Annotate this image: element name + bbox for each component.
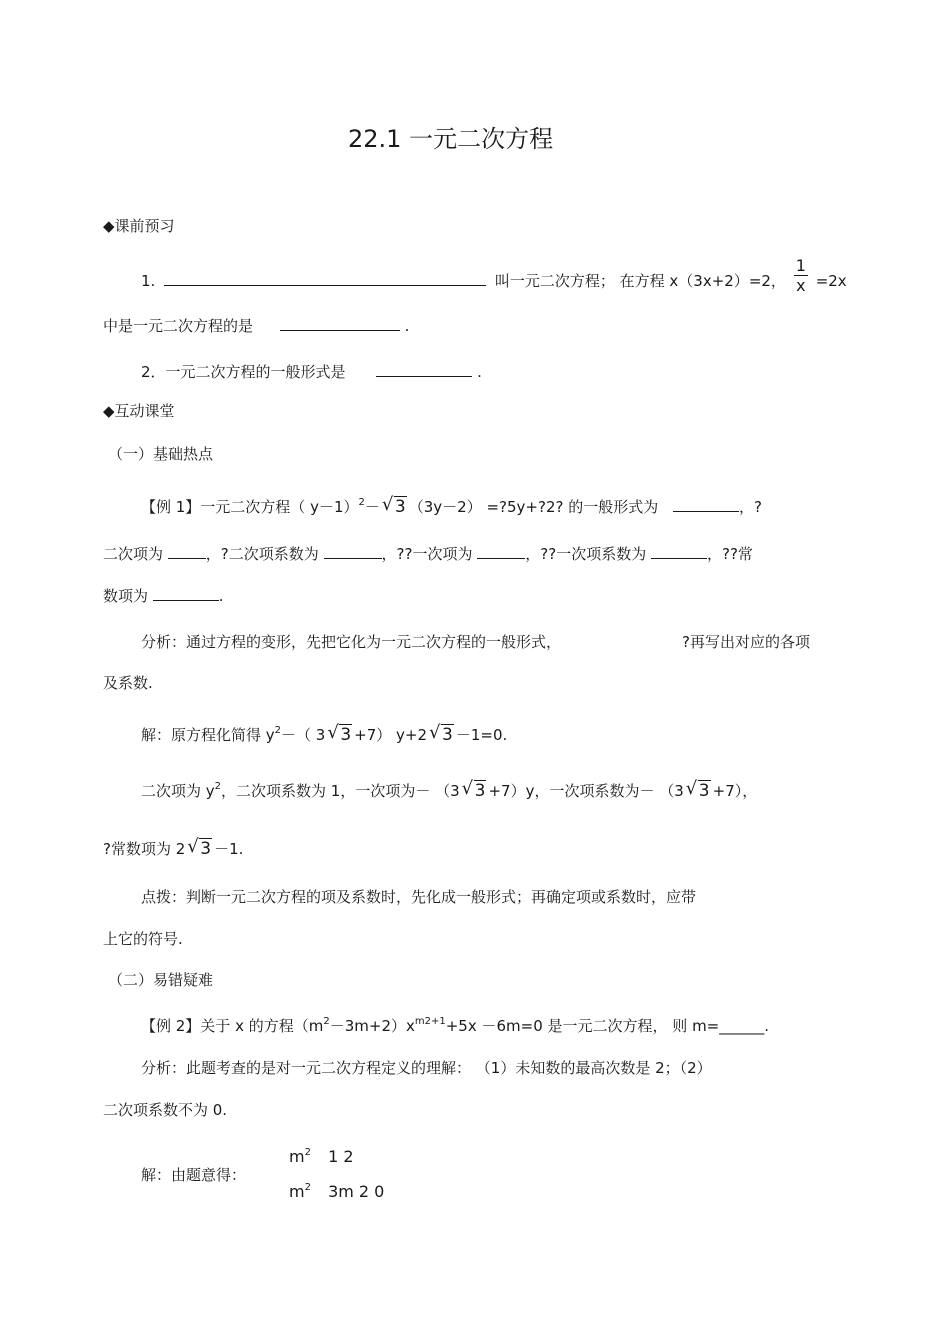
solution-text: －1. bbox=[214, 840, 244, 858]
answer-blank[interactable] bbox=[324, 544, 382, 559]
sqrt: √ 3 bbox=[187, 836, 212, 859]
exponent: m2+1 bbox=[414, 1016, 446, 1027]
example-1-line2 bbox=[103, 543, 753, 564]
part-1-heading: （一）基础热点 bbox=[108, 445, 214, 463]
question-1-tail: =2x bbox=[815, 272, 847, 290]
question-1-line2 bbox=[103, 315, 409, 336]
example-1-text-3: ，? bbox=[739, 498, 762, 516]
solution-text: +7）， bbox=[712, 782, 758, 800]
period: . bbox=[404, 317, 410, 335]
answer-blank[interactable] bbox=[280, 316, 400, 331]
sqrt: √ 3 bbox=[685, 778, 710, 801]
exponent: 2 bbox=[304, 1182, 311, 1193]
exponent: 2 bbox=[323, 1016, 330, 1027]
question-2 bbox=[141, 361, 482, 382]
example-1-text: 【例 1】一元二次方程（ y－1） bbox=[141, 498, 359, 516]
preview-heading: ◆课前预习 bbox=[103, 217, 175, 235]
example-2-text: 【例 2】关于 x 的方程（m bbox=[141, 1017, 324, 1035]
system-line-1 bbox=[289, 1147, 354, 1166]
answer-blank[interactable] bbox=[168, 544, 206, 559]
question-2-text: 2．一元二次方程的一般形式是 bbox=[141, 363, 346, 381]
example-2-text: －3m+2）x bbox=[329, 1017, 415, 1035]
solution-1-line1 bbox=[141, 724, 507, 745]
label-linear-term: ，??一次项为 bbox=[381, 545, 473, 563]
question-1 bbox=[141, 256, 847, 301]
analysis-1-b: ?再写出对应的各项 bbox=[682, 633, 810, 651]
analysis-2-a: 分析：此题考查的是对一元二次方程定义的理解： （1）未知数的最高次数是 2；（2） bbox=[141, 1059, 712, 1077]
example-2-text: +5x －6m=0 是一元二次方程， 则 m=______. bbox=[445, 1017, 770, 1035]
example-1-text-2: （3y－2） =?5y+?2? 的一般形式为 bbox=[408, 498, 659, 516]
answer-blank[interactable] bbox=[376, 362, 472, 377]
answer-blank[interactable] bbox=[164, 271, 486, 286]
system-rhs: 3m 2 0 bbox=[328, 1182, 385, 1201]
sqrt: √ 3 bbox=[327, 722, 352, 745]
sqrt: √ 3 bbox=[381, 494, 406, 517]
label-linear-coef: ，??一次项系数为 bbox=[525, 545, 647, 563]
solution-1-line2 bbox=[141, 780, 757, 801]
exponent: 2 bbox=[274, 725, 282, 736]
answer-blank[interactable] bbox=[651, 544, 707, 559]
exponent: 2 bbox=[358, 497, 365, 508]
part-2-heading: （二）易错疑难 bbox=[108, 971, 214, 989]
solution-text: 解：原方程化简得 y bbox=[141, 726, 275, 744]
page-title: 22.1 一元二次方程 bbox=[348, 125, 554, 153]
fraction bbox=[794, 256, 808, 295]
sqrt: √ 3 bbox=[461, 778, 486, 801]
exponent: 2 bbox=[304, 1147, 311, 1158]
answer-blank[interactable] bbox=[673, 497, 739, 512]
solution-text: ，二次项系数为 1，一次项为－ （3 bbox=[221, 782, 460, 800]
system-var: m bbox=[289, 1182, 305, 1201]
period: . bbox=[477, 363, 482, 381]
question-1-number: 1. bbox=[141, 272, 156, 290]
tip-line1: 点拨：判断一元二次方程的项及系数时，先化成一般形式；再确定项或系数时，应带 bbox=[141, 888, 697, 906]
solution-2-label: 解：由题意得： bbox=[141, 1166, 247, 1184]
solution-text: 二次项为 y bbox=[141, 782, 215, 800]
fraction-denominator: x bbox=[796, 276, 806, 295]
label-quadratic-coef: ，?二次项系数为 bbox=[205, 545, 319, 563]
solution-text: +7）y，一次项系数为－ （3 bbox=[488, 782, 684, 800]
exponent: 2 bbox=[214, 781, 222, 792]
label-constant-term: 数项为 bbox=[103, 587, 149, 605]
solution-text: +7） y+2 bbox=[354, 726, 428, 744]
label-quadratic-term: 二次项为 bbox=[103, 545, 164, 563]
answer-blank[interactable] bbox=[153, 586, 219, 601]
question-1-text: 叫一元二次方程； 在方程 x（3x+2）=2， bbox=[494, 272, 786, 290]
example-2 bbox=[141, 1015, 769, 1036]
example-1-line1 bbox=[141, 496, 762, 517]
system-line-2 bbox=[289, 1182, 384, 1201]
minus: － bbox=[364, 498, 380, 516]
solution-text: －（ 3 bbox=[281, 726, 326, 744]
system-rhs: 1 2 bbox=[328, 1147, 354, 1166]
solution-1-line3 bbox=[103, 838, 243, 859]
solution-text: ?常数项为 2 bbox=[103, 840, 186, 858]
interactive-heading: ◆互动课堂 bbox=[103, 402, 175, 420]
solution-text: －1=0. bbox=[455, 726, 508, 744]
analysis-1-c: 及系数. bbox=[103, 674, 153, 692]
system-var: m bbox=[289, 1147, 305, 1166]
analysis-2-b: 二次项系数不为 0. bbox=[103, 1101, 228, 1119]
question-1-line2-text: 中是一元二次方程的是 bbox=[103, 317, 254, 335]
tip-line2: 上它的符号. bbox=[103, 930, 183, 948]
label-constant: ，??常 bbox=[706, 545, 753, 563]
period: . bbox=[218, 587, 224, 605]
example-1-line3 bbox=[103, 585, 224, 606]
analysis-1-a: 分析：通过方程的变形，先把它化为一元二次方程的一般形式， bbox=[141, 633, 562, 651]
answer-blank[interactable] bbox=[477, 544, 525, 559]
fraction-numerator: 1 bbox=[795, 256, 806, 275]
sqrt: √ 3 bbox=[429, 722, 453, 745]
